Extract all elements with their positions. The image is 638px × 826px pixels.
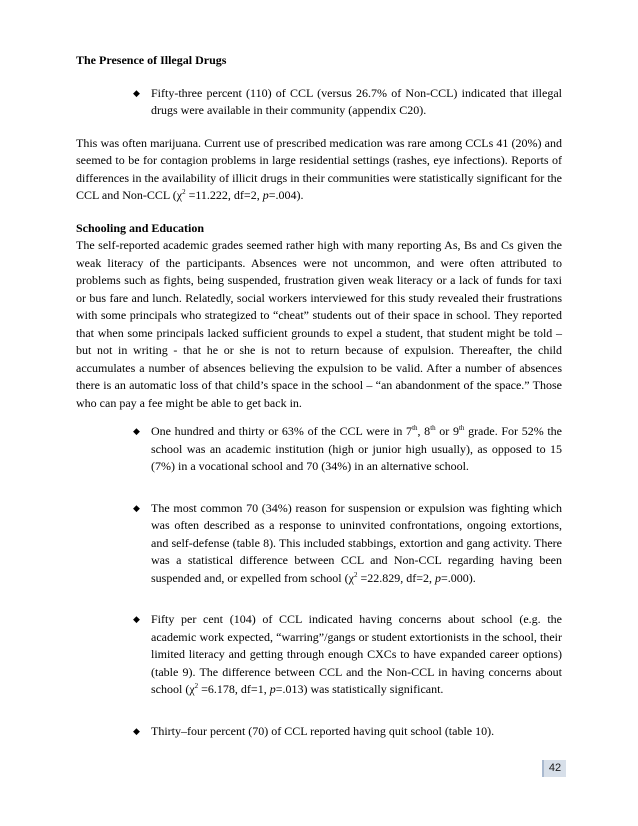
diamond-bullet-icon (133, 88, 141, 98)
paragraph-schooling: The self-reported academic grades seemed rather high with many reporting As, Bs and Cs given the weak literacy of the participants. Absences were not uncommon, and were often attributed to problems such as fights, being suspended, frustration given weak literacy or a lack of funds for taxi or bus fare and lunch. Relatedly, social workers interviewed for this study revealed their frustrations with some principals who strategized to “cheat” students out of their space in school. They reported that when some principals lacked sufficient grounds to expel a student, that student might be told – but not in writing - that he or she is not to return because of expulsion. Thereafter, the child accumulates a number of absences believing the expulsion to be valid. After a number of absences there is an automatic loss of that child’s space in the school – “an abandonment of the space.” Those who can pay a fee might be able to get back in. (76, 238, 562, 410)
paragraph-drugs (76, 135, 562, 205)
bullet-text: One hundred and thirty or 63% of the CCL were in 7 (151, 424, 413, 438)
bullet-text: Fifty-three percent (110) of CCL (versus 26.7% of Non-CCL) indicated that illegal drugs were available in their community (appendix C20). (151, 85, 562, 117)
bullet-text: Fifty per cent (104) of CCL indicated having concerns about school (e.g. the academic work expected, “warring”/gangs or student extortionists in the school, their limited literacy and getting through enough CXCs to have expanded career options) (table 9). The difference between CCL and the Non-CCL in having concerns about school (χ (151, 612, 562, 696)
bullet-text: Thirty–four percent (70) of CCL reported having quit school (table 10). (151, 723, 495, 738)
bullet-text: =22.829, df=2, (357, 570, 435, 585)
document-page (76, 52, 562, 740)
bullet-text: =.000). (440, 570, 476, 585)
spacer (76, 120, 562, 135)
superscript: th (412, 424, 418, 432)
spacer (76, 205, 562, 220)
paragraph-text: =.004). (268, 188, 304, 202)
spacer (76, 476, 562, 500)
italic-p: p (434, 570, 441, 585)
bullet-text: =6.178, df=1, (198, 682, 270, 696)
spacer (76, 587, 562, 611)
paragraph-text: =11.222, df=2, (185, 188, 263, 202)
diamond-bullet-icon (133, 614, 141, 624)
superscript: 2 (182, 188, 186, 196)
superscript: 2 (194, 682, 199, 690)
bullet-item (151, 423, 562, 476)
diamond-bullet-icon (133, 726, 141, 736)
superscript: 2 (353, 570, 358, 579)
section-heading-illegal-drugs: The Presence of Illegal Drugs (76, 53, 227, 67)
page-number: 42 (542, 760, 566, 777)
bullet-text: =.013) was statistically significant. (275, 682, 444, 696)
italic-p: p (262, 188, 269, 202)
diamond-bullet-icon (133, 426, 141, 436)
bullet-text: , 8 (417, 424, 431, 438)
bullet-text: or 9 (435, 424, 459, 438)
superscript: th (430, 424, 436, 432)
diamond-bullet-icon (133, 503, 141, 513)
spacer (76, 70, 562, 85)
section-heading-schooling: Schooling and Education (76, 220, 205, 235)
bullet-text: grade. For 52% the school was an academic institution (high or junior high usually), as opposed to 15 (7%) in a vocational school and 70 (34%) in an alternative school. (151, 424, 563, 473)
bullet-item (151, 611, 562, 699)
italic-p: p (269, 682, 276, 696)
paragraph-text: This was often marijuana. Current use of prescribed medication was rare among CCLs 41 (20%) and seemed to be for contagion problems in large residential settings (rashes, eye infections). Reports of differences in the availability of illicit drugs in their communities were statistically significant for the CCL and Non-CCL (χ (76, 135, 562, 202)
bullet-item (151, 85, 562, 120)
bullet-text: The most common 70 (34%) reason for suspension or expulsion was fighting which was often described as a response to uninvited confrontations, ongoing extortions, and self-defense (table 8). This included stabbings, extortion and gang activity. There was a statistical difference between CCL and Non-CCL regarding having been suspended and, or expelled from school (χ (151, 500, 562, 585)
spacer (76, 412, 562, 423)
superscript: th (458, 424, 465, 432)
bullet-item (151, 500, 562, 588)
bullet-item (151, 723, 562, 741)
spacer (76, 699, 562, 723)
